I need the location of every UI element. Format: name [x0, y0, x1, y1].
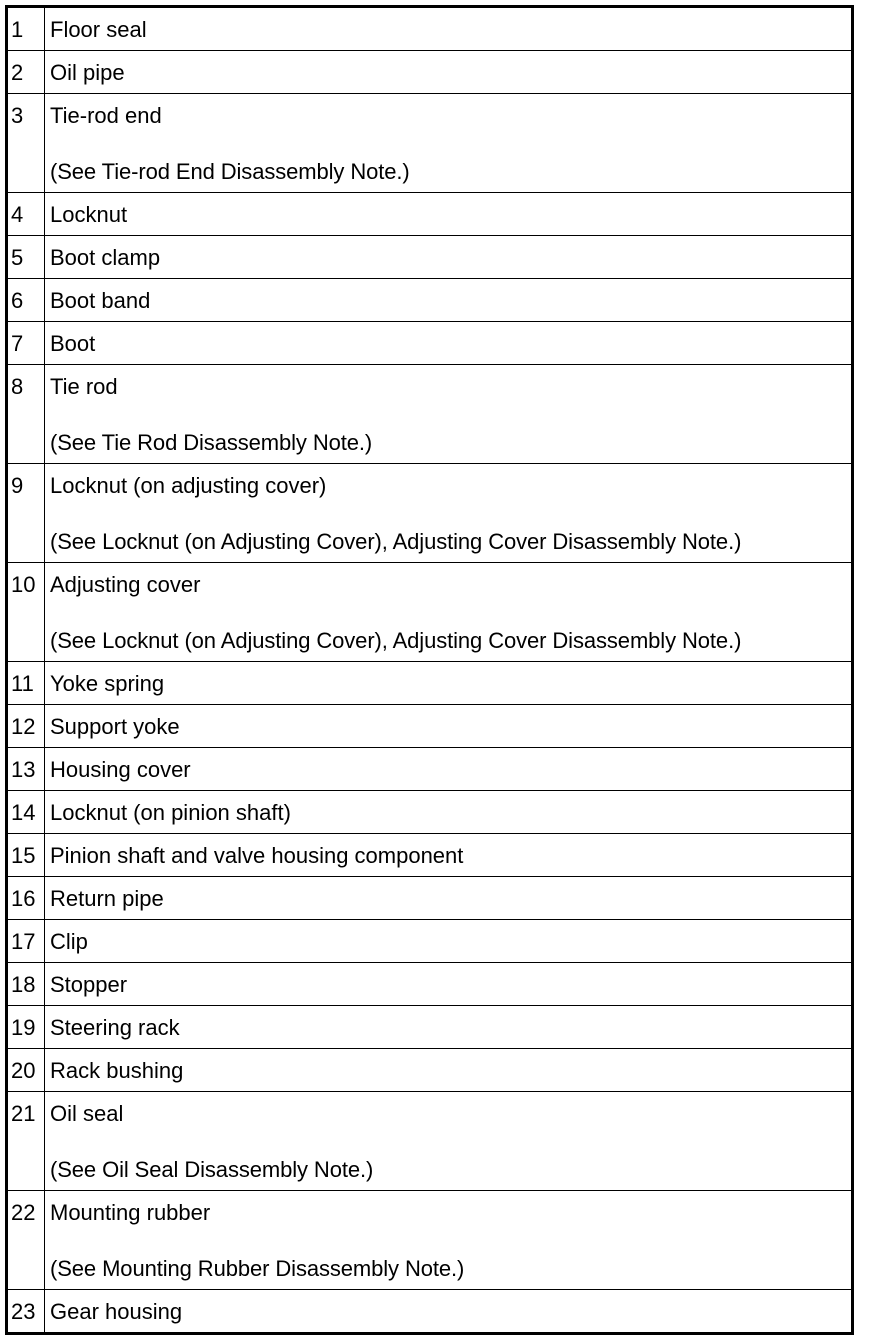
table-row: [7, 791, 853, 834]
part-note: (See Tie Rod Disassembly Note.): [50, 430, 373, 455]
part-name: Boot clamp: [50, 245, 161, 270]
part-number: 8: [7, 365, 45, 464]
part-note: (See Locknut (on Adjusting Cover), Adjusting Cover Disassembly Note.): [50, 628, 742, 653]
part-description: [45, 563, 853, 662]
part-name: Adjusting cover: [50, 572, 201, 597]
part-number: 19: [7, 1006, 45, 1049]
part-description: [45, 1049, 853, 1092]
part-note: (See Mounting Rubber Disassembly Note.): [50, 1256, 465, 1281]
part-description: [45, 51, 853, 94]
part-number: 10: [7, 563, 45, 662]
part-description: [45, 193, 853, 236]
table-row: [7, 365, 853, 464]
part-name: Steering rack: [50, 1015, 180, 1040]
part-description: [45, 1006, 853, 1049]
part-number: 9: [7, 464, 45, 563]
part-description: [45, 1191, 853, 1290]
part-name: Locknut (on pinion shaft): [50, 800, 291, 825]
table-row: [7, 748, 853, 791]
table-row: [7, 1191, 853, 1290]
table-row: [7, 51, 853, 94]
part-description: [45, 877, 853, 920]
part-name: Tie-rod end: [50, 103, 162, 128]
part-description: [45, 94, 853, 193]
part-description: [45, 705, 853, 748]
part-note: (See Tie-rod End Disassembly Note.): [50, 159, 410, 184]
part-name: Tie rod: [50, 374, 118, 399]
part-number: 13: [7, 748, 45, 791]
part-description: [45, 1290, 853, 1334]
table-row: [7, 193, 853, 236]
table-row: [7, 236, 853, 279]
part-name: Boot: [50, 331, 96, 356]
table-row: [7, 834, 853, 877]
table-row: [7, 322, 853, 365]
part-number: 6: [7, 279, 45, 322]
part-number: 3: [7, 94, 45, 193]
table-row: [7, 1092, 853, 1191]
part-number: 11: [7, 662, 45, 705]
table-row: [7, 7, 853, 51]
part-number: 20: [7, 1049, 45, 1092]
part-description: [45, 464, 853, 563]
part-name: Housing cover: [50, 757, 191, 782]
part-description: [45, 322, 853, 365]
part-name: Rack bushing: [50, 1058, 184, 1083]
part-name: Clip: [50, 929, 88, 954]
part-name: Floor seal: [50, 17, 147, 42]
part-description: [45, 963, 853, 1006]
part-description: [45, 920, 853, 963]
part-name: Locknut (on adjusting cover): [50, 473, 327, 498]
parts-list-table: [5, 5, 854, 1335]
part-description: [45, 834, 853, 877]
part-name: Return pipe: [50, 886, 164, 911]
part-description: [45, 791, 853, 834]
part-description: [45, 748, 853, 791]
part-note: (See Locknut (on Adjusting Cover), Adjusting Cover Disassembly Note.): [50, 529, 742, 554]
part-number: 4: [7, 193, 45, 236]
table-row: [7, 662, 853, 705]
part-number: 15: [7, 834, 45, 877]
part-number: 5: [7, 236, 45, 279]
table-row: [7, 1006, 853, 1049]
part-note: (See Oil Seal Disassembly Note.): [50, 1157, 374, 1182]
table-row: [7, 1049, 853, 1092]
part-name: Oil seal: [50, 1101, 124, 1126]
part-name: Pinion shaft and valve housing component: [50, 843, 464, 868]
part-number: 1: [7, 7, 45, 51]
part-number: 16: [7, 877, 45, 920]
parts-list-body: [7, 7, 853, 1334]
table-row: [7, 563, 853, 662]
part-number: 22: [7, 1191, 45, 1290]
part-description: [45, 1092, 853, 1191]
table-row: [7, 279, 853, 322]
part-description: [45, 662, 853, 705]
part-number: 14: [7, 791, 45, 834]
table-row: [7, 963, 853, 1006]
table-row: [7, 464, 853, 563]
table-row: [7, 1290, 853, 1334]
part-number: 2: [7, 51, 45, 94]
part-number: 17: [7, 920, 45, 963]
part-number: 7: [7, 322, 45, 365]
part-description: [45, 236, 853, 279]
part-name: Boot band: [50, 288, 151, 313]
part-number: 18: [7, 963, 45, 1006]
part-name: Mounting rubber: [50, 1200, 211, 1225]
part-name: Oil pipe: [50, 60, 125, 85]
part-description: [45, 365, 853, 464]
part-number: 12: [7, 705, 45, 748]
table-row: [7, 705, 853, 748]
table-row: [7, 920, 853, 963]
part-name: Stopper: [50, 972, 128, 997]
part-name: Locknut: [50, 202, 128, 227]
part-number: 21: [7, 1092, 45, 1191]
table-row: [7, 877, 853, 920]
part-description: [45, 7, 853, 51]
part-description: [45, 279, 853, 322]
part-name: Support yoke: [50, 714, 180, 739]
table-row: [7, 94, 853, 193]
part-name: Yoke spring: [50, 671, 165, 696]
part-name: Gear housing: [50, 1299, 183, 1324]
part-number: 23: [7, 1290, 45, 1334]
